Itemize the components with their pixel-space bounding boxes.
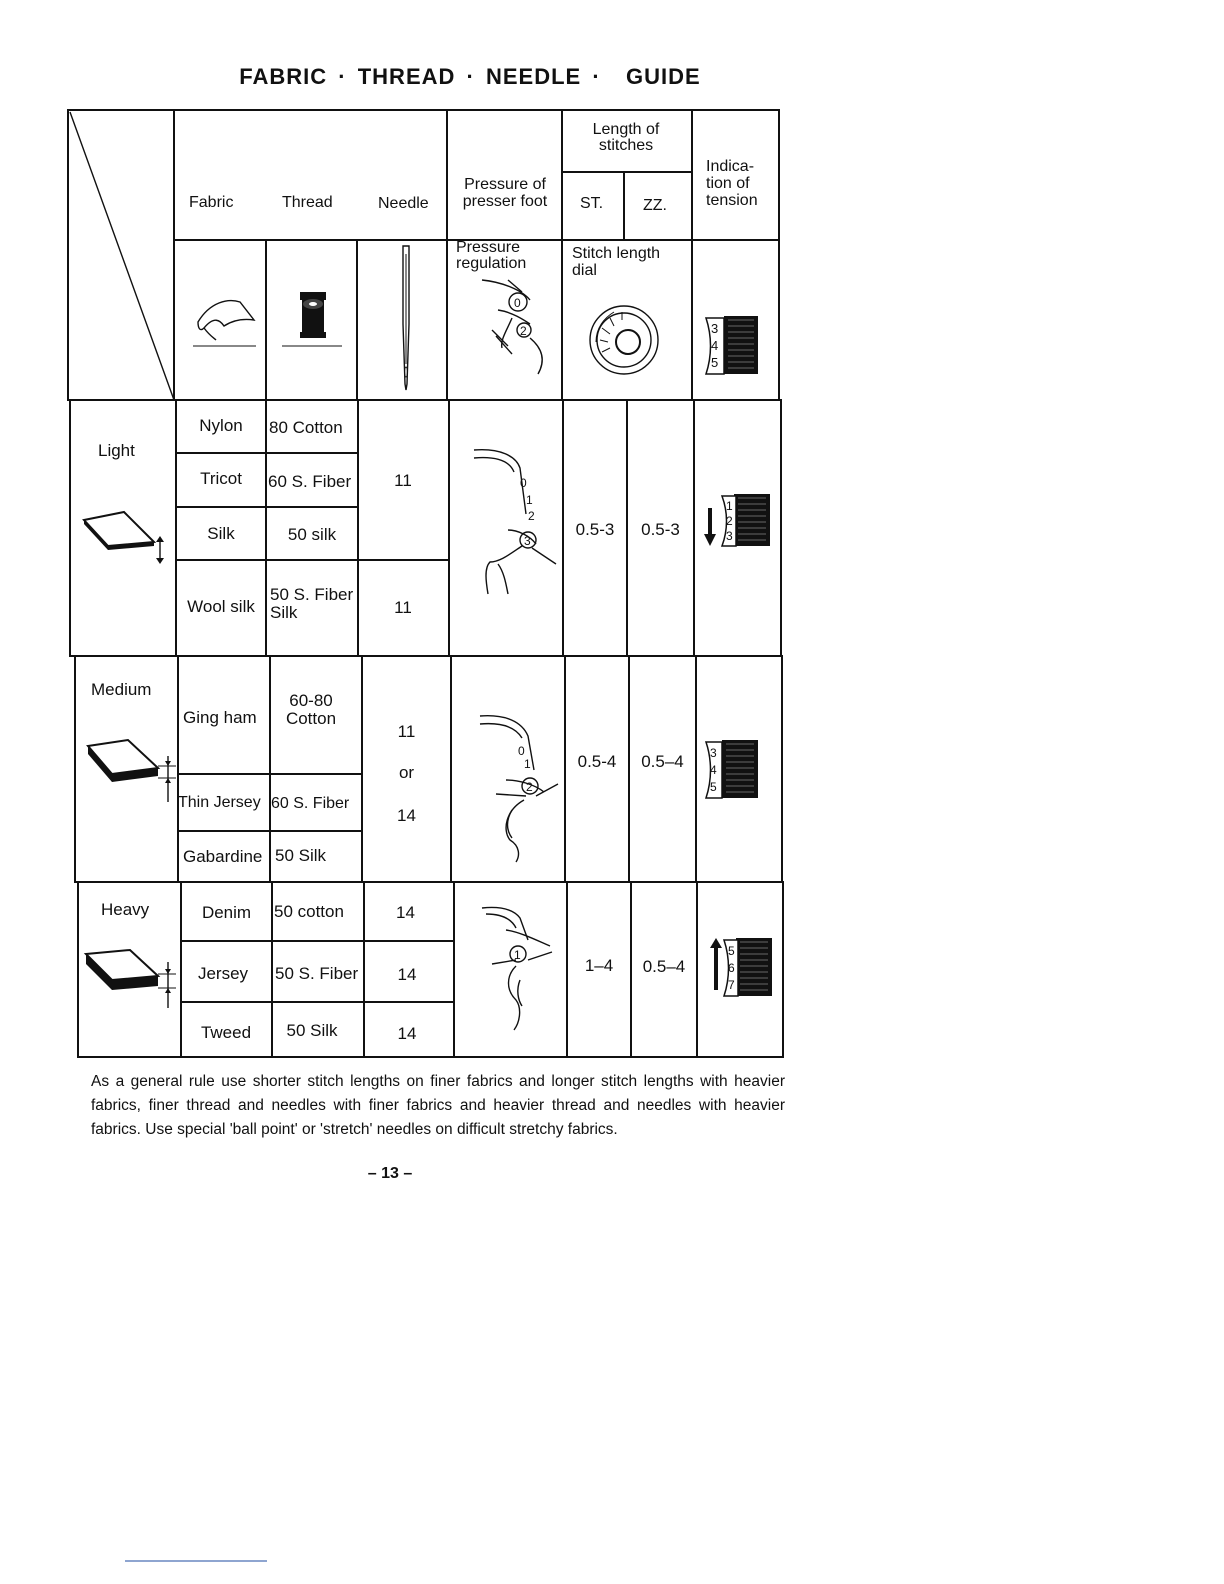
- thread-60-s-fiber: 60 S. Fiber: [268, 472, 352, 491]
- header-stitch-length-dial: Stitch length dial: [572, 245, 661, 279]
- fabric-denim: Denim: [201, 903, 252, 922]
- title-needle: NEEDLE: [485, 64, 582, 89]
- stitch-length-dial-icon: [588, 298, 668, 384]
- header-st: ST.: [580, 195, 604, 212]
- tension-dial-icon: [702, 312, 766, 378]
- svg-text:2: 2: [528, 509, 535, 523]
- header-fabric: Fabric: [189, 194, 234, 211]
- header-zz: ZZ.: [643, 197, 667, 214]
- weight-light: Light: [98, 441, 135, 460]
- fabric-swatch-icon: [190, 290, 260, 350]
- svg-text:0: 0: [520, 476, 527, 490]
- svg-text:1: 1: [514, 948, 521, 962]
- svg-text:1: 1: [726, 499, 733, 513]
- thread-60-s-fiber-medium: 60 S. Fiber: [271, 795, 350, 812]
- header-needle: Needle: [378, 195, 429, 212]
- medium-pressure-dial-icon: [476, 710, 566, 866]
- fabric-tweed: Tweed: [200, 1023, 252, 1042]
- medium-tension-dial-icon: [702, 736, 766, 802]
- heavy-tension-dial-icon: [702, 934, 780, 1002]
- needle-icon: [396, 244, 416, 392]
- presser-foot-dial-icon: [452, 270, 558, 382]
- light-pressure-dial-icon: [470, 444, 560, 604]
- general-rule-note: As a general rule use shorter stitch lengths on finer fabrics and longer stitch lengths with heavier fabrics, finer thread and needles with finer fabrics and heavier thread and needles with heavier fabrics. Use special 'ball point' or 'stretch' needles on difficult stretchy fabrics.: [91, 1073, 785, 1138]
- needle-size-medium-1: 11: [397, 722, 416, 741]
- header-length-of-stitches: Length of stitches: [592, 121, 660, 154]
- svg-text:0: 0: [518, 744, 525, 758]
- thread-50-silk-medium: 50 Silk: [275, 846, 327, 865]
- svg-text:3: 3: [711, 321, 719, 336]
- thread-50-silk-heavy: 50 Silk: [286, 1021, 338, 1040]
- st-length-light: 0.5-3: [575, 520, 615, 539]
- fabric-gabardine: Gabardine: [183, 847, 263, 866]
- svg-text:3: 3: [710, 746, 717, 760]
- fabric-tricot: Tricot: [200, 469, 242, 488]
- needle-size-medium-or: or: [398, 763, 415, 782]
- thread-50-cotton: 50 cotton: [274, 902, 344, 921]
- light-tension-dial-icon: [702, 490, 776, 556]
- weight-heavy: Heavy: [101, 900, 150, 919]
- fabric-wool-silk: Wool silk: [187, 597, 255, 616]
- svg-text:2: 2: [526, 780, 533, 794]
- svg-text:1: 1: [524, 757, 531, 771]
- svg-text:2: 2: [726, 514, 733, 528]
- svg-text:7: 7: [728, 978, 735, 992]
- svg-text:0: 0: [514, 296, 521, 310]
- svg-text:5: 5: [711, 355, 719, 370]
- fabric-nylon: Nylon: [199, 416, 243, 435]
- header-thread: Thread: [282, 194, 333, 211]
- needle-size-medium-2: 14: [397, 806, 416, 825]
- header-pressure-regulation: Pressure regulation: [456, 239, 527, 272]
- zz-length-medium: 0.5–4: [641, 752, 684, 771]
- title-thread: THREAD: [357, 64, 456, 89]
- title-fabric: FABRIC: [239, 64, 328, 89]
- svg-text:3: 3: [726, 529, 733, 543]
- needle-size-light-1: 11: [394, 471, 412, 490]
- st-length-heavy: 1–4: [584, 956, 614, 975]
- thread-50-s-fiber-silk: 50 S. Fiber Silk: [270, 585, 354, 622]
- svg-text:2: 2: [520, 324, 527, 338]
- needle-size-heavy-3: 14: [397, 1024, 417, 1043]
- svg-text:1: 1: [526, 493, 533, 507]
- weight-medium: Medium: [91, 680, 152, 699]
- zz-length-light: 0.5-3: [641, 520, 680, 539]
- fabric-gingham: Ging ham: [183, 708, 257, 727]
- thread-80-cotton: 80 Cotton: [269, 418, 343, 437]
- fabric-jersey: Jersey: [197, 964, 249, 983]
- svg-text:4: 4: [710, 763, 717, 777]
- thread-spool-icon: [280, 286, 344, 352]
- light-fabric-swatch-icon: [78, 504, 170, 566]
- svg-text:4: 4: [711, 338, 719, 353]
- needle-size-light-2: 11: [394, 598, 412, 617]
- svg-text:5: 5: [710, 780, 717, 794]
- heavy-pressure-dial-icon: [476, 900, 566, 1040]
- fabric-thin-jersey: Thin Jersey: [178, 794, 261, 811]
- needle-size-heavy-1: 14: [396, 903, 415, 922]
- page-number: – 13 –: [367, 1165, 413, 1182]
- header-pressure: Pressure of presser foot: [462, 176, 548, 210]
- medium-fabric-swatch-icon: [82, 734, 178, 804]
- title-guide: GUIDE: [626, 64, 701, 89]
- svg-text:5: 5: [728, 944, 735, 958]
- svg-text:3: 3: [524, 534, 531, 548]
- svg-text:6: 6: [728, 961, 735, 975]
- needle-size-heavy-2: 14: [397, 965, 417, 984]
- thread-60-80-cotton: 60-80 Cotton: [285, 691, 337, 728]
- heavy-fabric-swatch-icon: [82, 944, 178, 1010]
- fabric-silk: Silk: [207, 524, 235, 543]
- page-title: FABRIC · THREAD · NEEDLE · GUIDE: [239, 64, 701, 89]
- thread-50-s-fiber-heavy: 50 S. Fiber: [275, 964, 359, 983]
- st-length-medium: 0.5-4: [577, 752, 617, 771]
- header-tension: Indica-tion of tension: [706, 158, 758, 209]
- zz-length-heavy: 0.5–4: [642, 957, 686, 976]
- thread-50-silk: 50 silk: [287, 525, 337, 544]
